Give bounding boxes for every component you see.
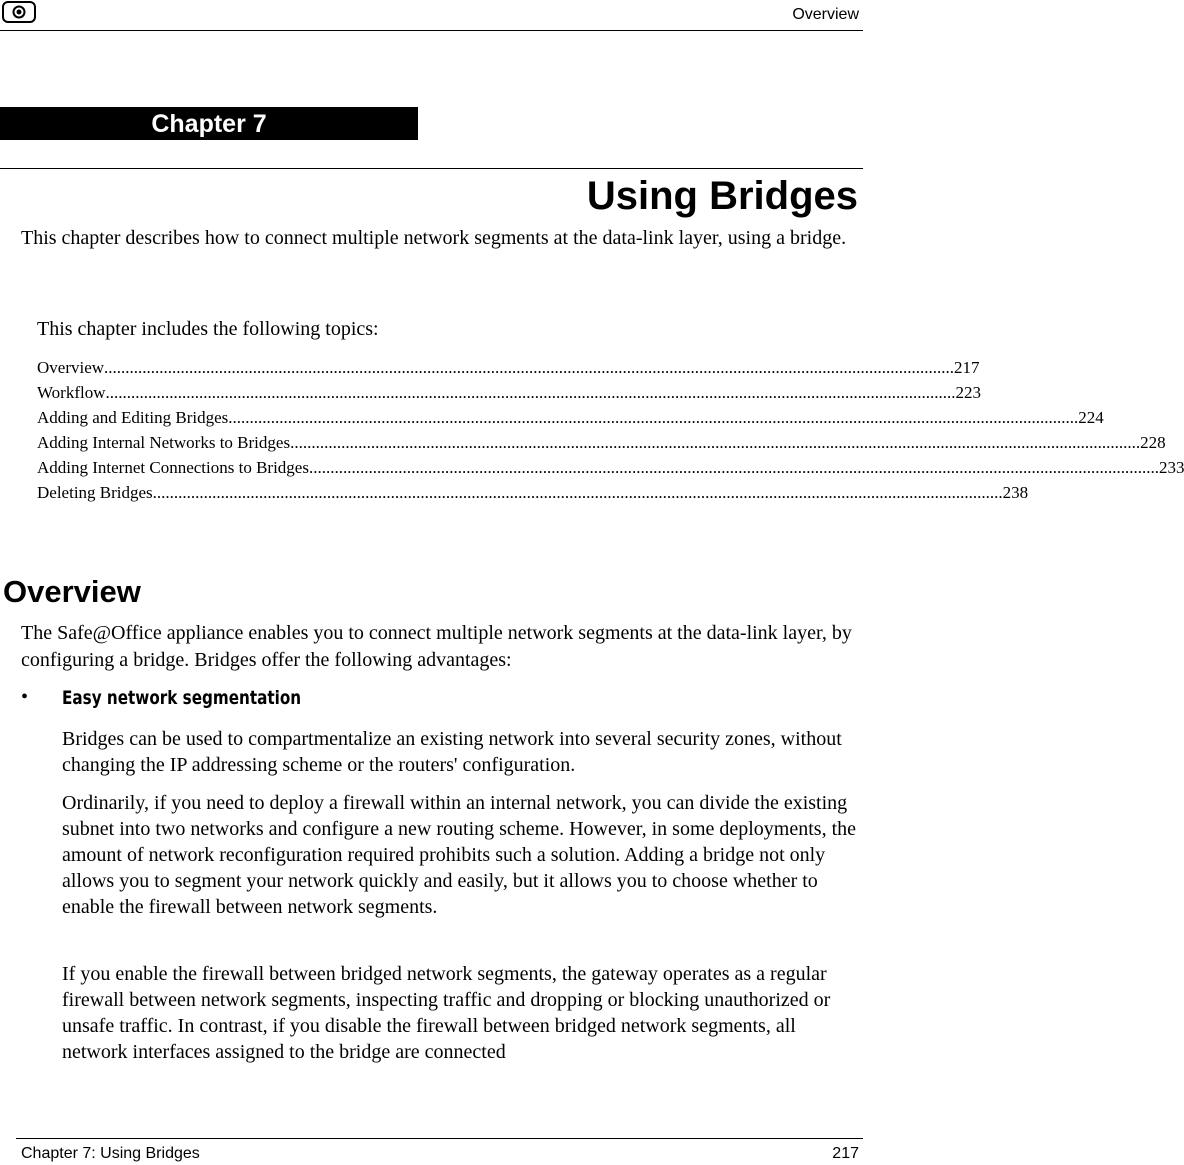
toc-leader: ........................................................................................................................................................................................................ [290,433,1141,452]
toc-leader: ........................................................................................................................................................................................................ [228,408,1079,427]
toc-entry[interactable] [37,430,1166,455]
header-divider [0,30,863,31]
toc-leader: ........................................................................................................................................................................................................ [104,358,955,377]
toc-entry-title: Workflow [37,383,106,402]
toc-leader: ........................................................................................................................................................................................................ [105,383,956,402]
chapter-title: Using Bridges [586,174,858,218]
running-header-title: Overview [792,6,859,23]
body-paragraph: If you enable the firewall between bridged network segments, the gateway operates as a regular firewall between network segments, inspecting traffic and dropping or blocking unauthorized or unsafe traffic. In contrast, if you disable the firewall between bridged network segments, all network interfaces assigned to the bridge are connected [62,963,831,1063]
topics-intro: This chapter includes the following topics: [37,318,379,340]
footer-divider [16,1138,863,1139]
table-of-contents [37,355,1184,505]
toc-entry-page: 217 [954,358,980,377]
toc-entry-page: 224 [1078,408,1104,427]
chapter-label-bar [0,107,418,140]
toc-leader: ........................................................................................................................................................................................................ [308,458,1159,477]
toc-entry[interactable] [37,480,1029,505]
footer-page-number: 217 [832,1145,859,1162]
toc-entry-title: Deleting Bridges [37,483,153,502]
toc-entry-title: Adding and Editing Bridges [37,408,229,427]
toc-entry-page: 238 [1002,483,1029,502]
footer-chapter: Chapter 7: Using Bridges [21,1145,200,1162]
toc-entry-page: 233 [1158,458,1184,477]
section-title: Overview [3,574,141,609]
toc-entry-title: Adding Internal Networks to Bridges [37,433,291,452]
bullet-icon: • [21,686,29,708]
body-paragraph: Bridges can be used to compartmentalize an existing network into several security zones, without changing the IP addressing scheme or the routers' configuration. [62,728,842,776]
safe-office-logo-icon [2,1,36,23]
toc-entry[interactable] [37,455,1184,480]
toc-entry[interactable] [37,405,1104,430]
toc-entry-title: Adding Internet Connections to Bridges [37,458,309,477]
chapter-intro: This chapter describes how to connect multiple network segments at the data-link layer, using a bridge. [21,227,847,249]
chapter-label: Chapter 7 [151,110,267,138]
section-intro: The Safe@Office appliance enables you to connect multiple network segments at the data-link layer, by configuring a bridge. Bridges offer the following advantages: [21,622,852,671]
bullet-heading: Easy network segmentation [62,687,302,709]
toc-entry-page: 228 [1140,433,1166,452]
title-divider [0,168,863,169]
toc-entry[interactable] [37,380,982,405]
body-paragraph: Ordinarily, if you need to deploy a firewall within an internal network, you can divide the existing subnet into two networks and configure a new routing scheme. However, in some deployments, the amount of network reconfiguration required prohibits such a solution. Adding a bridge not only allows you to segment your network quickly and easily, but it allows you to choose whether to enable the firewall between network segments. [62,792,857,918]
toc-leader: ........................................................................................................................................................................................................ [152,483,1003,502]
toc-entry[interactable] [37,355,980,380]
toc-entry-title: Overview [37,358,105,377]
toc-entry-page: 223 [955,383,982,402]
